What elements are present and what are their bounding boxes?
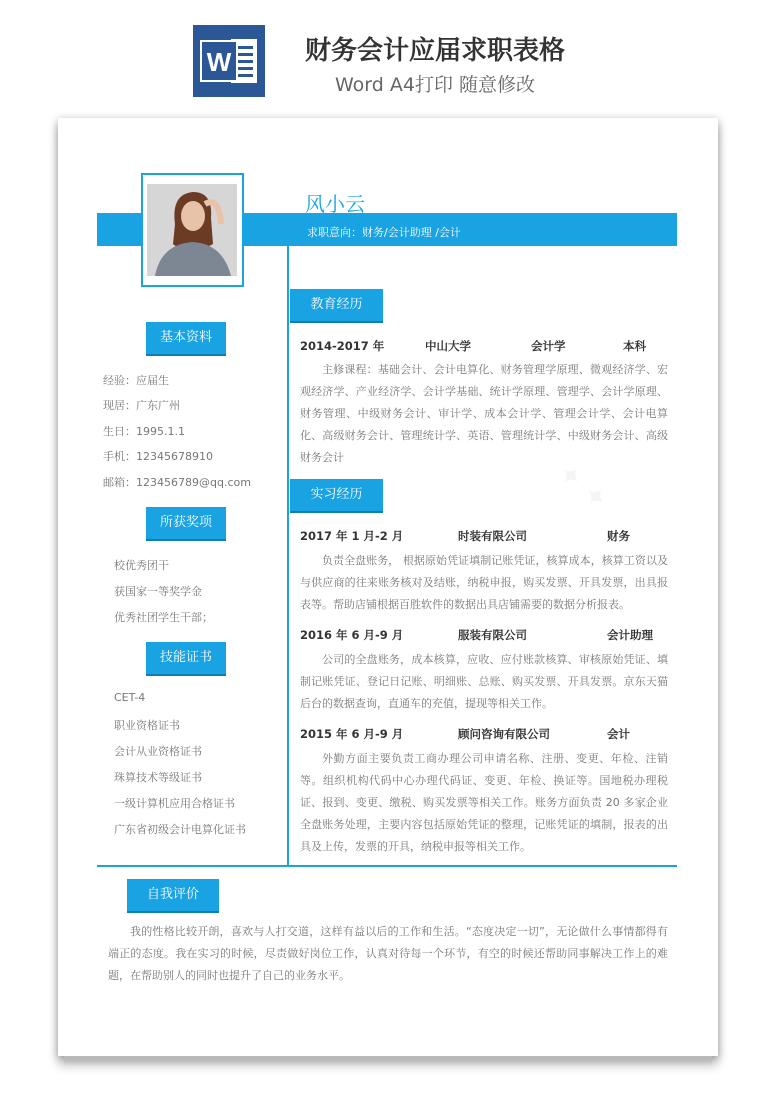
- section-self-evaluation: 自我评价: [127, 879, 219, 911]
- cert-item: 一级计算机应用合格证书: [114, 797, 235, 810]
- job-desc: 负责全盘账务， 根据原始凭证填制记账凭证，核算成本，核算工资以及与供应商的往来账务核对及结账，纳税申报，购买发票、开具发票，出具报表等。帮助店铺根据百胜软件的数据出具店铺需要的数据分析报表。: [300, 554, 668, 611]
- document-title: 财务会计应届求职表格: [304, 36, 565, 66]
- info-location: 现居：广东广州: [103, 399, 180, 412]
- info-phone: 手机：12345678910: [103, 450, 213, 463]
- job-period: 2016 年 6 月-9 月: [300, 628, 404, 642]
- section-awards: 所获奖项: [146, 507, 226, 539]
- job-role: 财务: [607, 529, 630, 543]
- job-period: 2015 年 6 月-9 月: [300, 727, 404, 741]
- award-item: 获国家一等奖学金: [114, 585, 202, 598]
- job-company: 时装有限公司: [458, 529, 527, 543]
- info-email: 邮箱：123456789@qq.com: [103, 476, 251, 489]
- info-birthday: 生日：1995.1.1: [103, 425, 185, 438]
- cert-item: 职业资格证书: [114, 719, 180, 732]
- section-basic-info: 基本资料: [146, 322, 226, 354]
- edu-school: 中山大学: [425, 339, 471, 353]
- job-role: 会计: [607, 727, 630, 741]
- section-certificates: 技能证书: [146, 642, 226, 674]
- svg-text:W: W: [206, 47, 232, 77]
- job-intent: 求职意向：财务/会计助理 /会计: [307, 226, 461, 239]
- edu-major: 会计学: [531, 339, 566, 353]
- edu-courses: 主修课程：基础会计、会计电算化、财务管理学原理、微观经济学、宏观经济学、产业经济学、会计学基础、统计学原理、管理学、会计学原理、财务管理、中级财务会计、审计学、成本会计学、管理会计学、会计电算化、高级财务会计、管理统计学、英语、管理统计学、中级财务会计、高级财务会计: [300, 363, 668, 464]
- section-education: 教育经历: [290, 289, 383, 321]
- candidate-name: 风小云: [305, 192, 365, 216]
- section-experience: 实习经历: [290, 479, 383, 511]
- divider-horizontal: [97, 865, 677, 867]
- info-experience: 经验：应届生: [103, 374, 169, 387]
- page-shadow: [64, 1056, 712, 1066]
- word-icon: [193, 25, 265, 97]
- award-item: 校优秀团干: [114, 559, 169, 572]
- job-role: 会计助理: [607, 628, 653, 642]
- edu-degree: 本科: [623, 339, 646, 353]
- divider-vertical: [287, 246, 289, 866]
- edu-period: 2014-2017 年: [300, 339, 385, 353]
- job-desc: 公司的全盘账务，成本核算，应收、应付账款核算、审核原始凭证、填制记账凭证、登记日记账、明细账、总账、购买发票、开具发票。京东天猫后台的数据查询，直通车的充值，提现等相关工作。: [300, 653, 668, 710]
- watermark: ✦ ✦: [550, 455, 615, 518]
- document-subtitle: Word A4打印 随意修改: [334, 74, 535, 96]
- cert-item: CET-4: [114, 691, 146, 704]
- self-evaluation-text: 我的性格比较开朗，喜欢与人打交道，这样有益以后的工作和生活。“态度决定一切”，无论做什么事情都得有端正的态度。我在实习的时候，尽责做好岗位工作，认真对待每一个环节，有空的时候还帮助同事解决工作上的难题，在帮助别人的同时也提升了自己的业务水平。: [108, 925, 668, 982]
- job-company: 服装有限公司: [458, 628, 527, 642]
- award-item: 优秀社团学生干部；: [114, 611, 213, 624]
- cert-item: 珠算技术等级证书: [114, 771, 202, 784]
- avatar: [147, 184, 237, 276]
- cert-item: 会计从业资格证书: [114, 745, 202, 758]
- cert-item: 广东省初级会计电算化证书: [114, 823, 246, 836]
- job-desc: 外勤方面主要负责工商办理公司申请名称、注册、变更、年检、注销等。组织机构代码中心办理代码证、变更、年检、换证等。国地税办理税证、报到、变更、缴税、购买发票等相关工作。账务方面负责 20 多家企业全盘账务处理，主要内容包括原始凭证的整理，记账凭证的填制，报表的出具及上传，发票的开具，纳税申报等相关工作。: [300, 752, 668, 853]
- job-period: 2017 年 1 月-2 月: [300, 529, 404, 543]
- job-company: 顾问咨询有限公司: [458, 727, 550, 741]
